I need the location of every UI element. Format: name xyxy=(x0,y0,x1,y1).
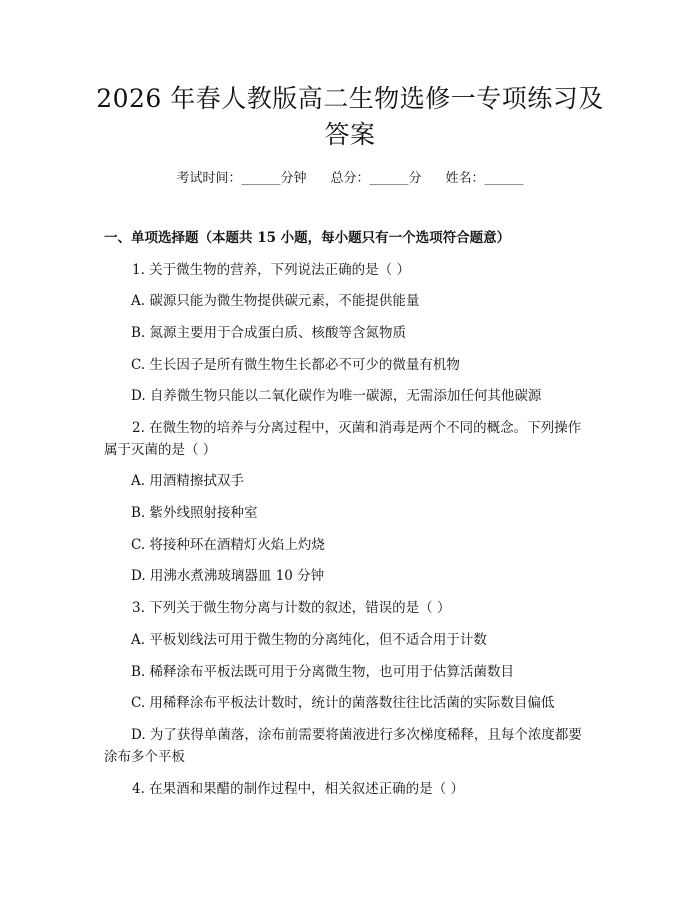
question-2-stem-line1: 2. 在微生物的培养与分离过程中，灭菌和消毒是两个不同的概念。下列操作 xyxy=(132,420,582,436)
exam-meta xyxy=(0,170,700,188)
question-2-stem-line2: 属于灭菌的是（ ） xyxy=(104,442,217,458)
question-4-stem: 4. 在果酒和果醋的制作过程中，相关叙述正确的是（ ） xyxy=(132,781,464,797)
document-title-line2: 答案 xyxy=(324,120,376,149)
question-1-option-d: D. 自养微生物只能以二氧化碳作为唯一碳源，无需添加任何其他碳源 xyxy=(131,388,542,404)
question-1-option-a: A. 碳源只能为微生物提供碳元素，不能提供能量 xyxy=(131,293,420,309)
exam-time-field: 考试时间：______分钟 xyxy=(176,171,307,186)
question-3-option-d: D. 为了获得单菌落，涂布前需要将菌液进行多次梯度稀释，且每个浓度都要 xyxy=(131,727,582,743)
question-2-option-a: A. 用酒精擦拭双手 xyxy=(131,473,244,489)
total-score-field: 总分：______分 xyxy=(330,171,422,186)
student-name-field: 姓名：______ xyxy=(445,171,524,186)
section-heading: 一、单项选择题（本题共 15 小题，每小题只有一个选项符合题意） xyxy=(104,230,511,246)
question-3-option-d-cont: 涂布多个平板 xyxy=(104,749,185,765)
question-3-stem: 3. 下列关于微生物分离与计数的叙述，错误的是（ ） xyxy=(132,600,451,616)
document-title-line1: 2026 年春人教版高二生物选修一专项练习及 xyxy=(96,84,604,113)
question-1-stem: 1. 关于微生物的营养，下列说法正确的是（ ） xyxy=(132,262,410,278)
question-2-option-d: D. 用沸水煮沸玻璃器皿 10 分钟 xyxy=(131,568,325,584)
question-1-option-c: C. 生长因子是所有微生物生长都必不可少的微量有机物 xyxy=(131,357,460,373)
question-3-option-b: B. 稀释涂布平板法既可用于分离微生物，也可用于估算活菌数目 xyxy=(131,664,515,680)
question-3-option-c: C. 用稀释涂布平板法计数时，统计的菌落数往往比活菌的实际数目偏低 xyxy=(131,695,555,711)
question-1-option-b: B. 氮源主要用于合成蛋白质、核酸等含氮物质 xyxy=(131,325,407,341)
question-2-option-c: C. 将接种环在酒精灯火焰上灼烧 xyxy=(131,537,325,553)
question-2-option-b: B. 紫外线照射接种室 xyxy=(131,505,258,521)
question-3-option-a: A. 平板划线法可用于微生物的分离纯化，但不适合用于计数 xyxy=(131,632,487,648)
